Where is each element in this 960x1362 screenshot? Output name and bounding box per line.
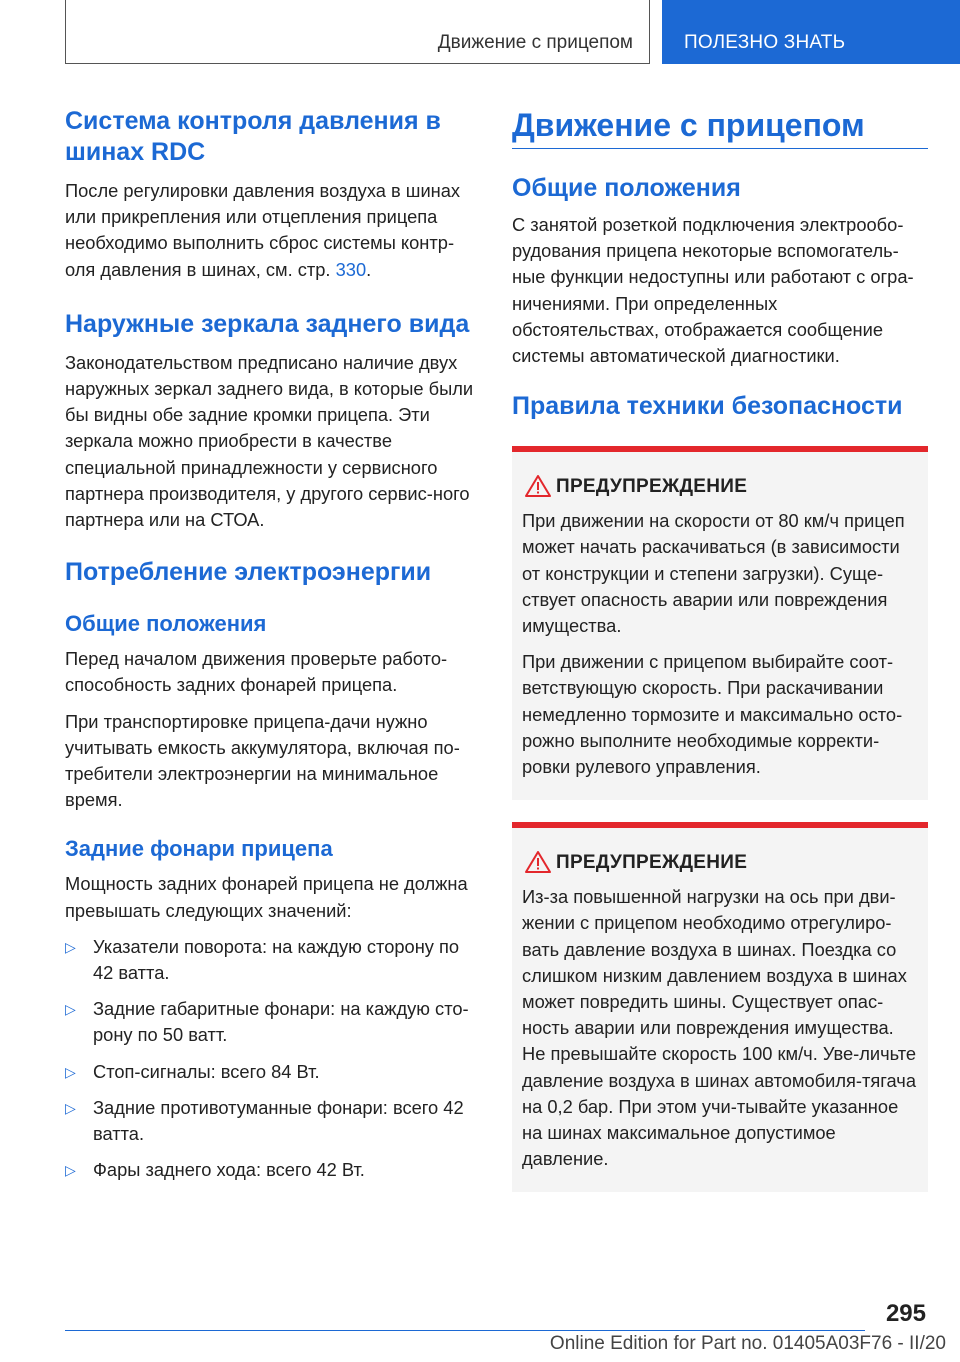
footer-rule [65, 1330, 865, 1331]
warning-title-2 [522, 850, 918, 876]
lamps-heading: Задние фонари прицепа [65, 836, 333, 862]
page-link[interactable]: 330 [335, 258, 367, 280]
rdc-text-end: . [366, 258, 372, 280]
header-tab-label: ПОЛЕЗНО ЗНАТЬ [684, 32, 846, 53]
bullet-triangle-icon: ▷ [65, 1001, 76, 1018]
left-column [65, 106, 480, 1183]
warning-box-1 [512, 446, 928, 800]
warning-label-2: ПРЕДУПРЕЖДЕНИЕ [556, 852, 748, 874]
chapter-title: Движение с прицепом [512, 107, 865, 143]
header-section-title: Движение с прицепом [437, 32, 633, 53]
safety-heading: Правила техники безопасности [512, 392, 903, 421]
warning-triangle-icon [524, 474, 552, 498]
bullet-triangle-icon: ▷ [65, 938, 76, 955]
general-heading: Общие положения [512, 174, 741, 202]
rdc-text: После регулировки давления воздуха в шинах или прикрепления или отцепления прицепа необходимо выполнить сброс системы контр-оля давления в шинах, см. стр. [65, 180, 461, 280]
warning-1-paragraph-2: При движении с прицепом выбирайте соот-ветствующую скорость. При раскачивании немедленно тормозите и максимально осто-рожно выполните необходимые корректи-ровки рулевого управления. [522, 651, 903, 778]
mirrors-paragraph: Законодательством предписано наличие двух наружных зеркал заднего вида, в которые были бы видны обе задние кромки прицепа. Эти зеркала можно приобрести в качестве специальной принадлежности у сервисного партнера производителя, у другого сервис-ного партнера или на СТОА. [65, 351, 474, 531]
power-general-heading: Общие положения [65, 611, 267, 637]
header-tab[interactable] [662, 0, 960, 64]
warning-1-paragraph-1: При движении на скорости от 80 км/ч прицеп может начать раскачиваться (в зависимости от конструкции и степени загрузки). Суще-ствует опасность аварии или повреждения имущества. [522, 510, 905, 637]
mirrors-heading: Наружные зеркала заднего вида [65, 309, 470, 338]
lamps-list [65, 934, 480, 1184]
rdc-heading: Система контроля давления в шинах RDC [65, 107, 441, 166]
footer-edition: Online Edition for Part no. 01405A03F76 - II/20 [549, 1333, 946, 1354]
chapter-title-rule [512, 148, 928, 149]
header-section-box [65, 0, 650, 64]
warning-box-2 [512, 822, 928, 1192]
list-item: ▷ Указатели поворота: на каждую сторону по 42 ватта. [65, 935, 460, 984]
warning-triangle-icon [524, 850, 552, 874]
list-item: ▷ Задние противотуманные фонари: всего 42 ватта. [65, 1096, 464, 1145]
warning-2-paragraph-1: Из-за повышенной нагрузки на ось при дви-жении с прицепом необходимо отрегулиро-вать давление воздуха в шинах. Поездка со слишком низким давлением воздуха в шинах может повредить шины. Существует опас-ность аварии или повреждения имущества. Не превышайте скорость 100 км/ч. Уве-личьте давление воздуха в шинах автомобиля-тягача на 0,2 бар. При этом учи-тывайте указанное на шинах максимальное допустимое давление. [522, 886, 917, 1170]
general-paragraph: С занятой розеткой подключения электрообо-рудования прицепа некоторые вспомогатель-ные функции недоступны или работают с огра-ничениями. При определенных обстоятельствах, отображается сообщение системы автоматической диагностики. [512, 214, 914, 367]
bullet-triangle-icon: ▷ [65, 1099, 76, 1116]
power-paragraph-2: При транспортировке прицепа-дачи нужно учитывать емкость аккумулятора, включая по-требители электроэнергии на минимальное время. [65, 710, 460, 811]
right-column [512, 106, 928, 1192]
lamps-intro: Мощность задних фонарей прицепа не должна превышать следующих значений: [65, 873, 468, 921]
list-item: ▷ Стоп-сигналы: всего 84 Вт. [65, 1059, 480, 1085]
warning-label-1: ПРЕДУПРЕЖДЕНИЕ [556, 476, 748, 498]
power-heading: Потребление электроэнергии [65, 558, 432, 587]
bullet-triangle-icon: ▷ [65, 1063, 76, 1080]
list-item: ▷ Задние габаритные фонари: на каждую сто-рону по 50 ватт. [65, 998, 469, 1046]
list-item: ▷ Фары заднего хода: всего 42 Вт. [65, 1157, 480, 1183]
warning-title-1 [522, 474, 918, 500]
page-number: 295 [885, 1300, 926, 1327]
bullet-triangle-icon: ▷ [65, 1162, 76, 1179]
rdc-paragraph [65, 178, 480, 283]
power-paragraph-1: Перед началом движения проверьте работо-способность задних фонарей прицепа. [65, 648, 448, 696]
